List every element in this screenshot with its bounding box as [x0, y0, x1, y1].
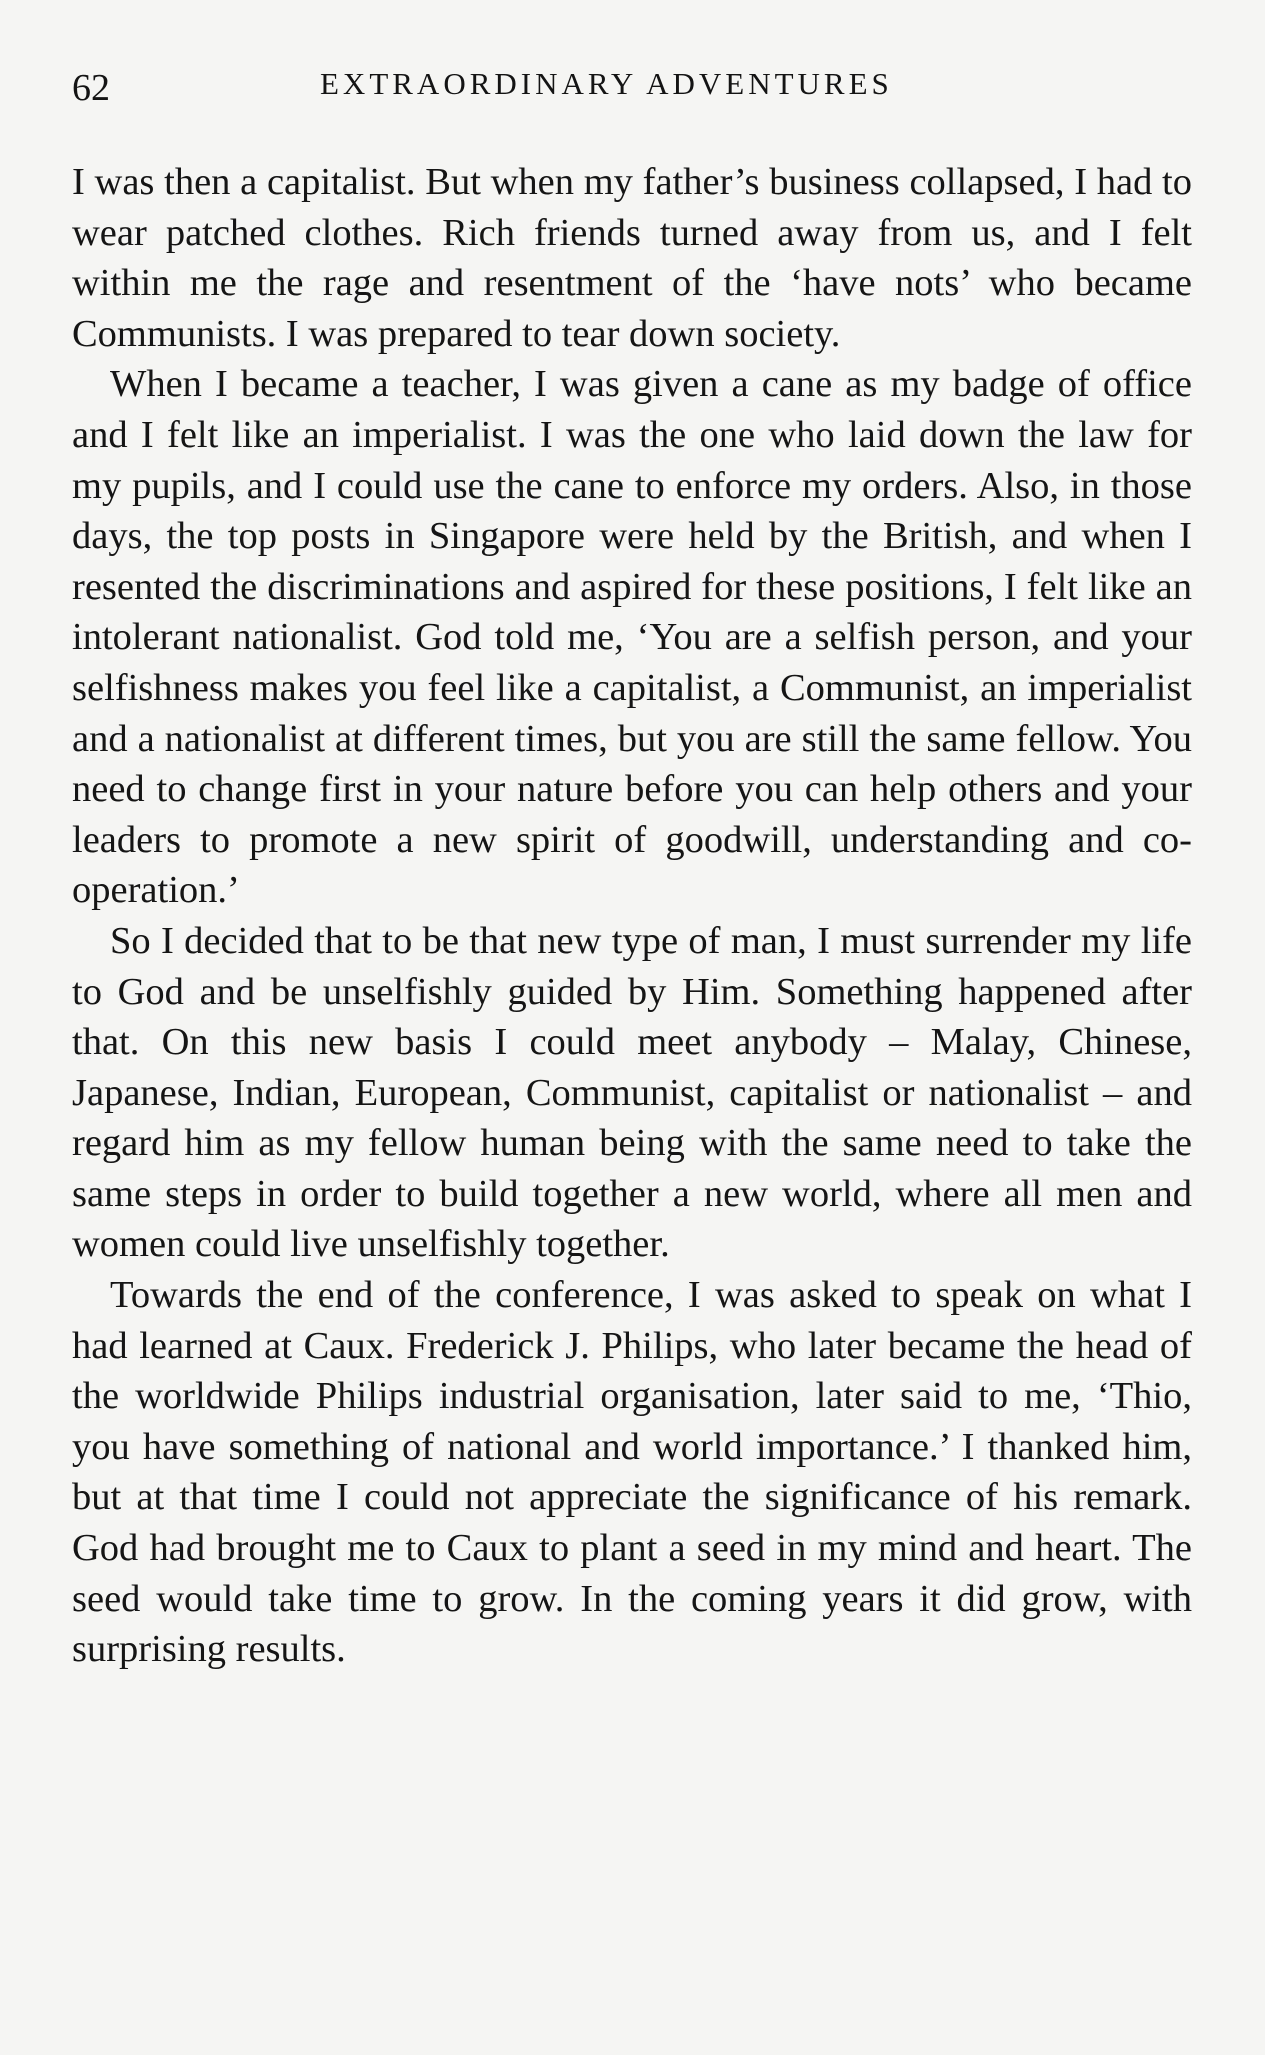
paragraph-4: Towards the end of the conference, I was asked to speak on what I had learned at Caux. Frederick J. Philips, who later became the head of the worldwide Philips industrial organisation, later said to me, ‘Thio, you have something of national and world importance.’ I thanked him, but at that time I could not appreciate the significance of his remark. God had brought me to Caux to plant a seed in my mind and heart. The seed would take time to grow. In the coming years it did grow, with surprising results.: [72, 1274, 1192, 1671]
body-text: [72, 157, 1192, 1675]
paragraph-2: When I became a teacher, I was given a cane as my badge of office and I felt like an imperialist. I was the one who laid down the law for my pupils, and I could use the cane to enforce my orders. Also, in those days, the top posts in Singapore were held by the British, and when I resented the discriminations and aspired for these positions, I felt like an intolerant nationalist. God told me, ‘You are a selfish person, and your selfishness makes you feel like a capitalist, a Communist, an imperialist and a nationalist at different times, but you are still the same fellow. You need to change first in your nature before you can help others and your leaders to promote a new spirit of goodwill, understanding and co-operation.’: [72, 363, 1192, 912]
paragraph-3: So I decided that to be that new type of man, I must surrender my life to God and be unselfishly guided by Him. Something happened after that. On this new basis I could meet anybody – Malay, Chinese, Japanese, Indian, European, Communist, capitalist or nationalist – and regard him as my fellow human being with the same need to take the same steps in order to build together a new world, where all men and women could live unselfishly together.: [72, 919, 1192, 1266]
paragraph-1: I was then a capitalist. But when my father’s business collapsed, I had to wear patched clothes. Rich friends turned away from us, and I felt within me the rage and resentment of the ‘have nots’ who became Communists. I was prepared to tear down society.: [72, 161, 1192, 355]
running-head: EXTRAORDINARY ADVENTURES: [320, 66, 893, 101]
page-header: [72, 60, 1192, 110]
page-number: 62: [72, 67, 110, 109]
